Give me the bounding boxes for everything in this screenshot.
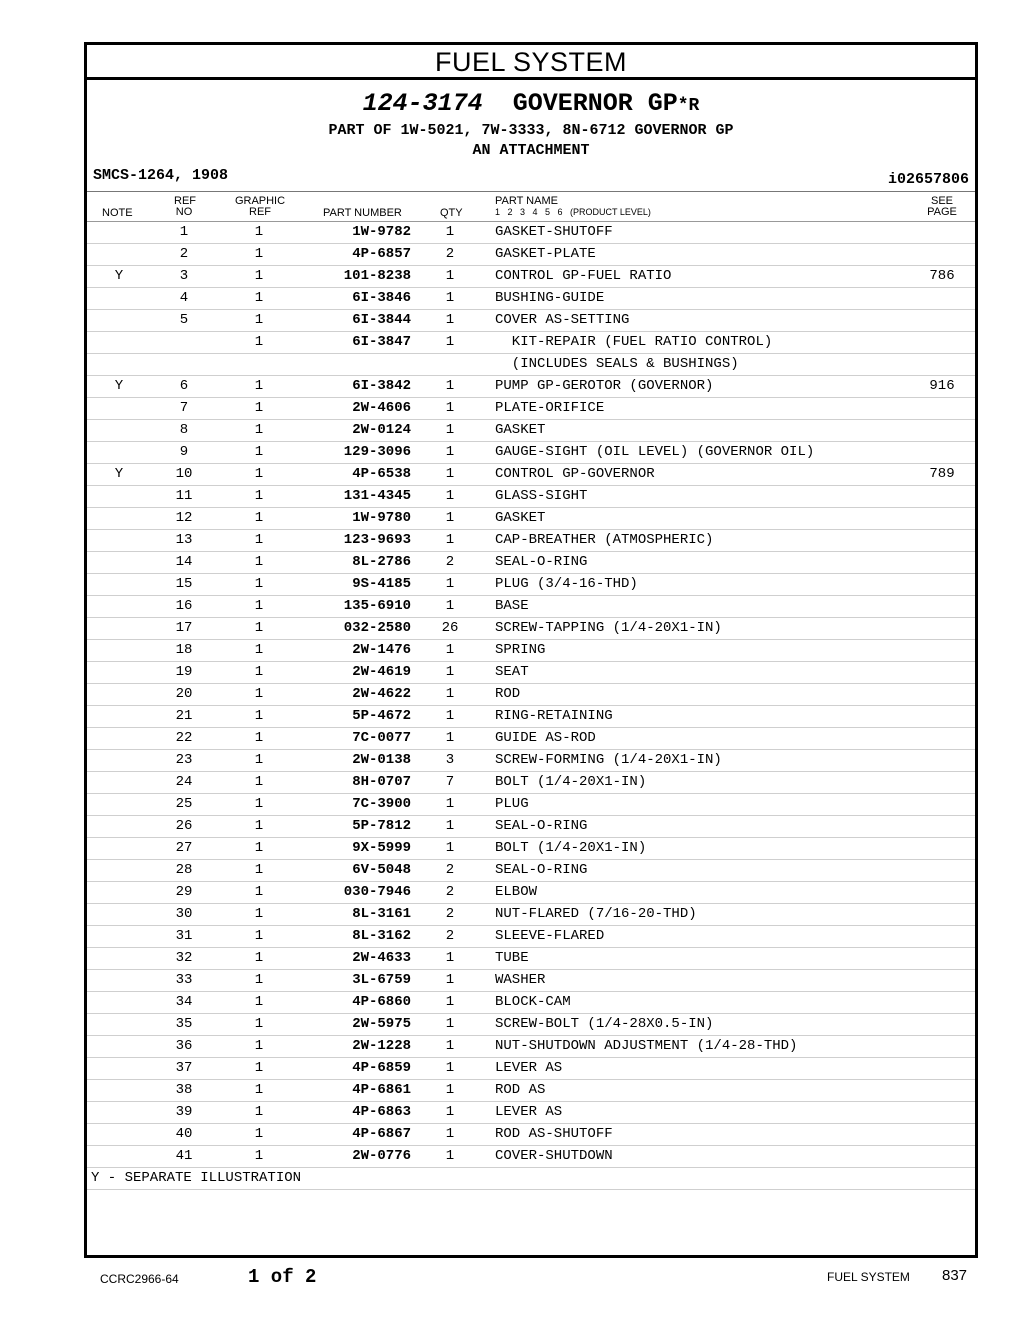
ref-no-cell: 20: [175, 686, 193, 702]
part-name-cell: SLEEVE-FLARED: [495, 928, 605, 944]
qty-cell: 1: [445, 290, 455, 306]
part-number-cell: 4P-6863: [352, 1104, 411, 1120]
ref-no-cell: 23: [175, 752, 193, 768]
note-cell: Y: [114, 378, 124, 394]
ref-no-cell: 14: [175, 554, 193, 570]
qty-cell: 1: [445, 312, 455, 328]
graphic-ref-cell: 1: [254, 466, 264, 482]
part-name-cell: CONTROL GP-GOVERNOR: [495, 466, 655, 482]
graphic-ref-cell: 1: [254, 444, 264, 460]
table-row: [87, 662, 975, 684]
qty-cell: 1: [445, 1126, 455, 1142]
qty-cell: 1: [445, 708, 455, 724]
part-number-cell: 6I-3844: [352, 312, 411, 328]
part-name-cell: GAUGE-SIGHT (OIL LEVEL) (GOVERNOR OIL): [495, 444, 815, 460]
part-name-cell: KIT-REPAIR (FUEL RATIO CONTROL): [495, 334, 773, 350]
ref-no-cell: 41: [175, 1148, 193, 1164]
table-row: [87, 332, 975, 354]
part-name-cell: SPRING: [495, 642, 546, 658]
qty-cell: 1: [445, 1016, 455, 1032]
table-row: [87, 508, 975, 530]
graphic-ref-cell: 1: [254, 730, 264, 746]
part-number-cell: 2W-0776: [352, 1148, 411, 1164]
table-row: [87, 1124, 975, 1146]
table-row: [87, 530, 975, 552]
graphic-ref-cell: 1: [254, 598, 264, 614]
part-number-cell: 2W-0138: [352, 752, 411, 768]
table-row: [87, 992, 975, 1014]
table-row: [87, 904, 975, 926]
table-row: [87, 1036, 975, 1058]
graphic-ref-cell: 1: [254, 400, 264, 416]
table-row: [87, 1058, 975, 1080]
part-name-cell: SEAL-O-RING: [495, 554, 588, 570]
ref-no-cell: 27: [175, 840, 193, 856]
table-row: [87, 1146, 975, 1168]
table-row: [87, 244, 975, 266]
part-number-cell: 4P-6859: [352, 1060, 411, 1076]
graphic-ref-cell: 1: [254, 840, 264, 856]
qty-cell: 1: [445, 466, 455, 482]
col-product-level: 1 2 3 4 5 6 (PRODUCT LEVEL): [495, 207, 651, 217]
qty-cell: 1: [445, 378, 455, 394]
graphic-ref-cell: 1: [254, 1038, 264, 1054]
qty-cell: 1: [445, 1104, 455, 1120]
part-name-cell: PLATE-ORIFICE: [495, 400, 605, 416]
graphic-ref-cell: 1: [254, 576, 264, 592]
part-name-cell: GASKET-PLATE: [495, 246, 596, 262]
table-row: [87, 728, 975, 750]
footer-section: FUEL SYSTEM: [827, 1270, 910, 1284]
graphic-ref-cell: 1: [254, 334, 264, 350]
table-row: [87, 882, 975, 904]
ref-no-cell: 13: [175, 532, 193, 548]
table-row: [87, 376, 975, 398]
graphic-ref-cell: 1: [254, 268, 264, 284]
ref-no-cell: 6: [179, 378, 189, 394]
group-title: [87, 89, 975, 121]
parts-page-frame: [84, 42, 978, 1258]
qty-cell: 1: [445, 1148, 455, 1164]
ref-no-cell: 19: [175, 664, 193, 680]
table-row: [87, 464, 975, 486]
part-name-cell: PLUG: [495, 796, 529, 812]
page-number: 837: [942, 1267, 968, 1284]
ref-no-cell: 5: [179, 312, 189, 328]
group-number: 124-3174: [362, 89, 483, 118]
part-number-cell: 8H-0707: [352, 774, 411, 790]
col-part-name: PART NAME: [495, 195, 558, 207]
part-number-cell: 030-7946: [343, 884, 411, 900]
part-name-cell: SEAL-O-RING: [495, 862, 588, 878]
graphic-ref-cell: 1: [254, 488, 264, 504]
part-name-cell: BUSHING-GUIDE: [495, 290, 605, 306]
qty-cell: 1: [445, 268, 455, 284]
graphic-ref-cell: 1: [254, 1082, 264, 1098]
ref-no-cell: 11: [175, 488, 193, 504]
see-page-cell: 916: [929, 378, 955, 394]
graphic-ref-cell: 1: [254, 642, 264, 658]
graphic-ref-cell: 1: [254, 378, 264, 394]
table-row: [87, 596, 975, 618]
col-qty: QTY: [440, 207, 463, 219]
part-number-cell: 7C-3900: [352, 796, 411, 812]
group-heading: [87, 80, 975, 161]
ref-no-cell: 32: [175, 950, 193, 966]
graphic-ref-cell: 1: [254, 312, 264, 328]
part-name-cell: GASKET-SHUTOFF: [495, 224, 613, 240]
table-row: [87, 354, 975, 376]
ref-no-cell: 26: [175, 818, 193, 834]
part-number-cell: 8L-3162: [352, 928, 411, 944]
note-cell: Y: [114, 466, 124, 482]
graphic-ref-cell: 1: [254, 686, 264, 702]
qty-cell: 1: [445, 950, 455, 966]
see-page-cell: 789: [929, 466, 955, 482]
part-number-cell: 135-6910: [343, 598, 411, 614]
graphic-ref-cell: 1: [254, 1060, 264, 1076]
ref-no-cell: 8: [179, 422, 189, 438]
col-see-line1: SEE: [930, 195, 953, 207]
table-row: [87, 794, 975, 816]
part-name-cell: WASHER: [495, 972, 546, 988]
ref-no-cell: 39: [175, 1104, 193, 1120]
see-page-cell: 786: [929, 268, 955, 284]
table-row: [87, 1080, 975, 1102]
graphic-ref-cell: 1: [254, 818, 264, 834]
part-number-cell: 032-2580: [343, 620, 411, 636]
table-row: [87, 552, 975, 574]
qty-cell: 26: [441, 620, 459, 636]
qty-cell: 1: [445, 1082, 455, 1098]
col-graphic-line1: GRAPHIC: [234, 195, 286, 207]
part-number-cell: 8L-2786: [352, 554, 411, 570]
graphic-ref-cell: 1: [254, 1016, 264, 1032]
part-number-cell: 9X-5999: [352, 840, 411, 856]
table-row: [87, 486, 975, 508]
col-see-line2: PAGE: [927, 206, 957, 218]
ref-no-cell: 37: [175, 1060, 193, 1076]
part-number-cell: 3L-6759: [352, 972, 411, 988]
ref-no-cell: 29: [175, 884, 193, 900]
part-name-cell: PUMP GP-GEROTOR (GOVERNOR): [495, 378, 714, 394]
graphic-ref-cell: 1: [254, 862, 264, 878]
ref-no-cell: 35: [175, 1016, 193, 1032]
graphic-ref-cell: 1: [254, 422, 264, 438]
qty-cell: 1: [445, 422, 455, 438]
ref-no-cell: 1: [179, 224, 189, 240]
qty-cell: 1: [445, 1060, 455, 1076]
qty-cell: 1: [445, 576, 455, 592]
ref-no-cell: 16: [175, 598, 193, 614]
table-row: [87, 1102, 975, 1124]
part-number-cell: 2W-1476: [352, 642, 411, 658]
graphic-ref-cell: 1: [254, 928, 264, 944]
part-name-cell: SEAL-O-RING: [495, 818, 588, 834]
part-name-cell: LEVER AS: [495, 1060, 563, 1076]
table-row: [87, 266, 975, 288]
part-name-cell: ELBOW: [495, 884, 538, 900]
table-row: [87, 310, 975, 332]
part-name-cell: SCREW-TAPPING (1/4-20X1-IN): [495, 620, 722, 636]
part-number-cell: 6V-5048: [352, 862, 411, 878]
parts-list: [87, 222, 975, 1168]
part-name-cell: (INCLUDES SEALS & BUSHINGS): [495, 356, 739, 372]
qty-cell: 1: [445, 334, 455, 350]
table-row: [87, 420, 975, 442]
table-row: [87, 816, 975, 838]
table-row: [87, 618, 975, 640]
table-row: [87, 222, 975, 244]
qty-cell: 1: [445, 224, 455, 240]
graphic-ref-cell: 1: [254, 884, 264, 900]
part-number-cell: 2W-4619: [352, 664, 411, 680]
table-row: [87, 442, 975, 464]
qty-cell: 1: [445, 796, 455, 812]
ref-no-cell: 30: [175, 906, 193, 922]
part-name-cell: NUT-FLARED (7/16-20-THD): [495, 906, 697, 922]
col-note: NOTE: [102, 207, 133, 219]
part-number-cell: 2W-4622: [352, 686, 411, 702]
part-name-cell: COVER AS-SETTING: [495, 312, 630, 328]
qty-cell: 1: [445, 686, 455, 702]
ref-no-cell: 38: [175, 1082, 193, 1098]
part-number-cell: 4P-6861: [352, 1082, 411, 1098]
qty-cell: 1: [445, 642, 455, 658]
col-ref-line2: NO: [175, 206, 193, 218]
part-number-cell: 2W-0124: [352, 422, 411, 438]
group-attachment: AN ATTACHMENT: [472, 142, 590, 159]
part-name-cell: COVER-SHUTDOWN: [495, 1148, 613, 1164]
part-name-cell: CONTROL GP-FUEL RATIO: [495, 268, 672, 284]
table-row: [87, 640, 975, 662]
part-name-cell: GUIDE AS-ROD: [495, 730, 596, 746]
graphic-ref-cell: 1: [254, 906, 264, 922]
part-number-cell: 1W-9780: [352, 510, 411, 526]
table-header: [87, 192, 975, 222]
part-number-cell: 6I-3846: [352, 290, 411, 306]
qty-cell: 2: [445, 246, 455, 262]
ref-no-cell: 3: [179, 268, 189, 284]
part-name-cell: GASKET: [495, 510, 546, 526]
ref-no-cell: 40: [175, 1126, 193, 1142]
part-name-cell: ROD AS-SHUTOFF: [495, 1126, 613, 1142]
group-part-of: PART OF 1W-5021, 7W-3333, 8N-6712 GOVERNOR GP: [328, 122, 734, 139]
part-name-cell: BASE: [495, 598, 529, 614]
qty-cell: 1: [445, 664, 455, 680]
smcs-code: SMCS-1264, 1908: [93, 167, 229, 184]
qty-cell: 2: [445, 862, 455, 878]
page-of: 1 of 2: [248, 1266, 317, 1288]
graphic-ref-cell: 1: [254, 1104, 264, 1120]
graphic-ref-cell: 1: [254, 532, 264, 548]
part-name-cell: CAP-BREATHER (ATMOSPHERIC): [495, 532, 714, 548]
smcs-row: [87, 167, 975, 192]
part-number-cell: 123-9693: [343, 532, 411, 548]
table-row: [87, 750, 975, 772]
qty-cell: 1: [445, 532, 455, 548]
ref-no-cell: 18: [175, 642, 193, 658]
qty-cell: 1: [445, 598, 455, 614]
ref-no-cell: 7: [179, 400, 189, 416]
qty-cell: 1: [445, 972, 455, 988]
qty-cell: 2: [445, 884, 455, 900]
graphic-ref-cell: 1: [254, 994, 264, 1010]
ref-no-cell: 2: [179, 246, 189, 262]
ref-no-cell: 22: [175, 730, 193, 746]
group-name: GOVERNOR GP: [512, 89, 678, 118]
part-number-cell: 2W-4606: [352, 400, 411, 416]
part-number-cell: 4P-6857: [352, 246, 411, 262]
ref-no-cell: 36: [175, 1038, 193, 1054]
col-part-number: PART NUMBER: [323, 207, 402, 219]
ref-no-cell: 4: [179, 290, 189, 306]
ref-no-cell: 21: [175, 708, 193, 724]
qty-cell: 1: [445, 730, 455, 746]
table-row: [87, 398, 975, 420]
part-number-cell: 4P-6867: [352, 1126, 411, 1142]
part-name-cell: RING-RETAINING: [495, 708, 613, 724]
graphic-ref-cell: 1: [254, 554, 264, 570]
ref-no-cell: 33: [175, 972, 193, 988]
group-suffix: *R: [677, 96, 700, 116]
graphic-ref-cell: 1: [254, 510, 264, 526]
table-row: [87, 1014, 975, 1036]
qty-cell: 1: [445, 994, 455, 1010]
separate-illustration-note: Y - SEPARATE ILLUSTRATION: [87, 1168, 975, 1190]
ref-no-cell: 25: [175, 796, 193, 812]
qty-cell: 1: [445, 400, 455, 416]
part-number-cell: 6I-3847: [352, 334, 411, 350]
qty-cell: 1: [445, 488, 455, 504]
part-number-cell: 6I-3842: [352, 378, 411, 394]
doc-code: CCRC2966-64: [100, 1272, 179, 1286]
part-name-cell: PLUG (3/4-16-THD): [495, 576, 638, 592]
table-row: [87, 860, 975, 882]
part-number-cell: 5P-7812: [352, 818, 411, 834]
qty-cell: 1: [445, 510, 455, 526]
ref-no-cell: 9: [179, 444, 189, 460]
graphic-ref-cell: 1: [254, 796, 264, 812]
part-name-cell: ROD: [495, 686, 521, 702]
col-ref-line1: REF: [174, 195, 196, 207]
ref-no-cell: 12: [175, 510, 193, 526]
graphic-ref-cell: 1: [254, 246, 264, 262]
part-name-cell: LEVER AS: [495, 1104, 563, 1120]
qty-cell: 7: [445, 774, 455, 790]
graphic-ref-cell: 1: [254, 774, 264, 790]
qty-cell: 3: [445, 752, 455, 768]
qty-cell: 2: [445, 928, 455, 944]
part-number-cell: 129-3096: [343, 444, 411, 460]
table-row: [87, 948, 975, 970]
part-number-cell: 9S-4185: [352, 576, 411, 592]
illustration-id: i02657806: [887, 171, 969, 188]
part-name-cell: BOLT (1/4-20X1-IN): [495, 840, 647, 856]
table-row: [87, 706, 975, 728]
ref-no-cell: 15: [175, 576, 193, 592]
graphic-ref-cell: 1: [254, 290, 264, 306]
part-number-cell: 2W-5975: [352, 1016, 411, 1032]
part-name-cell: SCREW-BOLT (1/4-28X0.5-IN): [495, 1016, 714, 1032]
part-name-cell: SCREW-FORMING (1/4-20X1-IN): [495, 752, 722, 768]
table-row: [87, 926, 975, 948]
table-row: [87, 574, 975, 596]
qty-cell: 1: [445, 1038, 455, 1054]
part-number-cell: 8L-3161: [352, 906, 411, 922]
part-number-cell: 2W-1228: [352, 1038, 411, 1054]
graphic-ref-cell: 1: [254, 224, 264, 240]
section-title: FUEL SYSTEM: [87, 45, 975, 80]
graphic-ref-cell: 1: [254, 620, 264, 636]
part-number-cell: 131-4345: [343, 488, 411, 504]
table-row: [87, 838, 975, 860]
ref-no-cell: 28: [175, 862, 193, 878]
part-number-cell: 5P-4672: [352, 708, 411, 724]
part-number-cell: 101-8238: [343, 268, 411, 284]
qty-cell: 1: [445, 840, 455, 856]
ref-no-cell: 10: [175, 466, 193, 482]
graphic-ref-cell: 1: [254, 972, 264, 988]
part-name-cell: SEAT: [495, 664, 529, 680]
qty-cell: 2: [445, 906, 455, 922]
part-name-cell: GLASS-SIGHT: [495, 488, 588, 504]
table-row: [87, 684, 975, 706]
qty-cell: 1: [445, 444, 455, 460]
part-name-cell: TUBE: [495, 950, 529, 966]
part-number-cell: 2W-4633: [352, 950, 411, 966]
graphic-ref-cell: 1: [254, 950, 264, 966]
table-row: [87, 970, 975, 992]
part-name-cell: NUT-SHUTDOWN ADJUSTMENT (1/4-28-THD): [495, 1038, 798, 1054]
note-cell: Y: [114, 268, 124, 284]
graphic-ref-cell: 1: [254, 664, 264, 680]
part-number-cell: 4P-6538: [352, 466, 411, 482]
part-number-cell: 7C-0077: [352, 730, 411, 746]
part-name-cell: BLOCK-CAM: [495, 994, 571, 1010]
ref-no-cell: 24: [175, 774, 193, 790]
ref-no-cell: 34: [175, 994, 193, 1010]
ref-no-cell: 31: [175, 928, 193, 944]
part-number-cell: 1W-9782: [352, 224, 411, 240]
part-name-cell: GASKET: [495, 422, 546, 438]
graphic-ref-cell: 1: [254, 752, 264, 768]
col-graphic-line2: REF: [249, 206, 271, 218]
ref-no-cell: 17: [175, 620, 193, 636]
qty-cell: 2: [445, 554, 455, 570]
part-name-cell: BOLT (1/4-20X1-IN): [495, 774, 647, 790]
part-number-cell: 4P-6860: [352, 994, 411, 1010]
table-row: [87, 772, 975, 794]
graphic-ref-cell: 1: [254, 708, 264, 724]
graphic-ref-cell: 1: [254, 1148, 264, 1164]
qty-cell: 1: [445, 818, 455, 834]
table-row: [87, 288, 975, 310]
graphic-ref-cell: 1: [254, 1126, 264, 1142]
part-name-cell: ROD AS: [495, 1082, 546, 1098]
